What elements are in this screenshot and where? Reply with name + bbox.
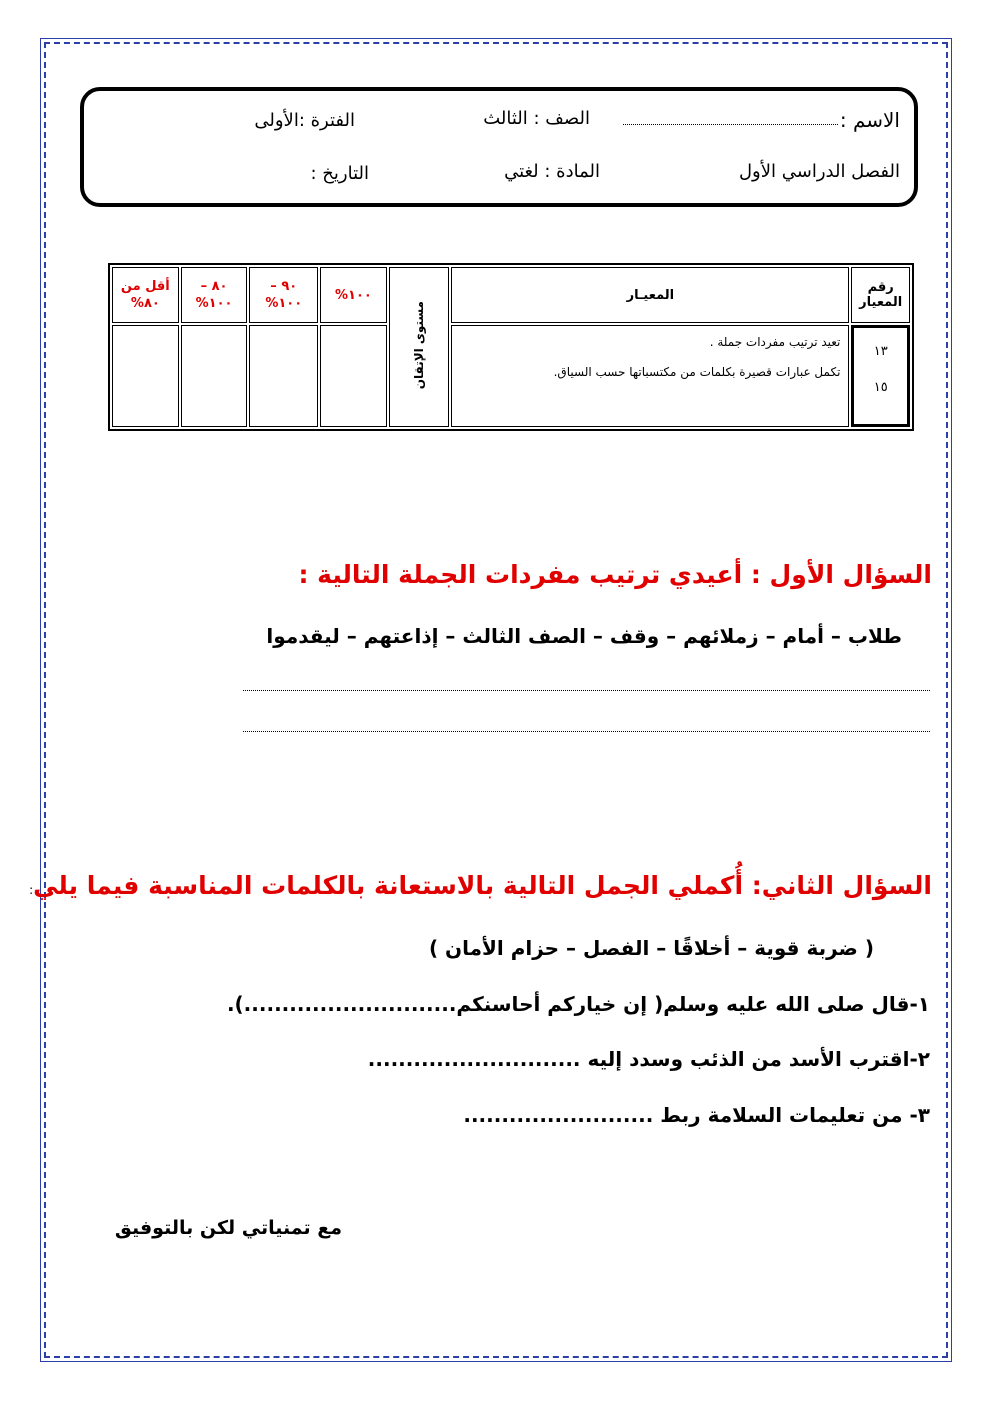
criterion-texts (451, 325, 849, 427)
closing-message: مع تمنياتي لكن بالتوفيق (114, 1217, 342, 1239)
col-header-100: ١٠٠% (320, 267, 387, 323)
question2-title (29, 871, 932, 900)
question1-words: طلاب – أمام – زملائهم – وقف – الصف الثالث – إذاعتهم – ليقدموا (266, 624, 902, 648)
page-border-inner (44, 42, 948, 1358)
col-header-criterion: المعيـار (451, 267, 849, 323)
question2-item: ٢-اقترب الأسد من الذئب وسدد إليه ............................ (367, 1047, 930, 1071)
question1-answer-line[interactable] (243, 690, 930, 691)
col-header-80: ٨٠ – ١٠٠% (181, 267, 248, 323)
score-cell-80[interactable] (181, 325, 248, 427)
criteria-table (108, 263, 914, 431)
word-bank: ( ضربة قوية – أخلاقًا – الفصل – حزام الأمان ) (428, 936, 874, 960)
date-label: التاريخ : (310, 163, 369, 184)
criterion-number: ١٣ (873, 344, 888, 359)
score-cell-less80[interactable] (112, 325, 179, 427)
question2-title-colon: : (29, 883, 34, 897)
criterion-text: تكمل عبارات قصيرة بكلمات من مكتسباتها حسب السياق. (553, 365, 841, 379)
score-cell-90[interactable] (249, 325, 318, 427)
name-field[interactable] (623, 124, 838, 125)
semester-label: الفصل الدراسي الأول (738, 161, 900, 182)
level-label: مستوى الإتقان (412, 300, 427, 390)
subject-label: المادة : لغتي (504, 161, 600, 182)
criterion-number: ١٥ (873, 380, 888, 395)
score-cell-100[interactable] (320, 325, 387, 427)
col-header-90: ٩٠ – ١٠٠% (249, 267, 318, 323)
question1-title: السؤال الأول : أعيدي ترتيب مفردات الجملة التالية : (298, 560, 932, 589)
question2-item: ٣- من تعليمات السلامة ربط ......................... (463, 1103, 930, 1127)
question2-title-text: السؤال الثاني: أُكملي الجمل التالية بالاستعانة بالكلمات المناسبة فيما يلي (33, 871, 932, 900)
period-label: الفترة :الأولى (254, 110, 355, 131)
question1-answer-line[interactable] (243, 731, 930, 732)
question2-item: ١-قال صلى الله عليه وسلم( إن خياركم أحاسنكم............................). (226, 992, 930, 1016)
col-header-level (389, 267, 450, 427)
criterion-text: تعيد ترتيب مفردات جملة . (709, 335, 841, 349)
name-label: الاسم : (839, 108, 900, 132)
col-header-less80: أقل من ٨٠% (112, 267, 179, 323)
col-header-number: رقم المعيار (851, 267, 910, 323)
criterion-numbers (851, 325, 910, 427)
student-info-box (80, 87, 918, 207)
grade-label: الصف : الثالث (483, 108, 590, 129)
